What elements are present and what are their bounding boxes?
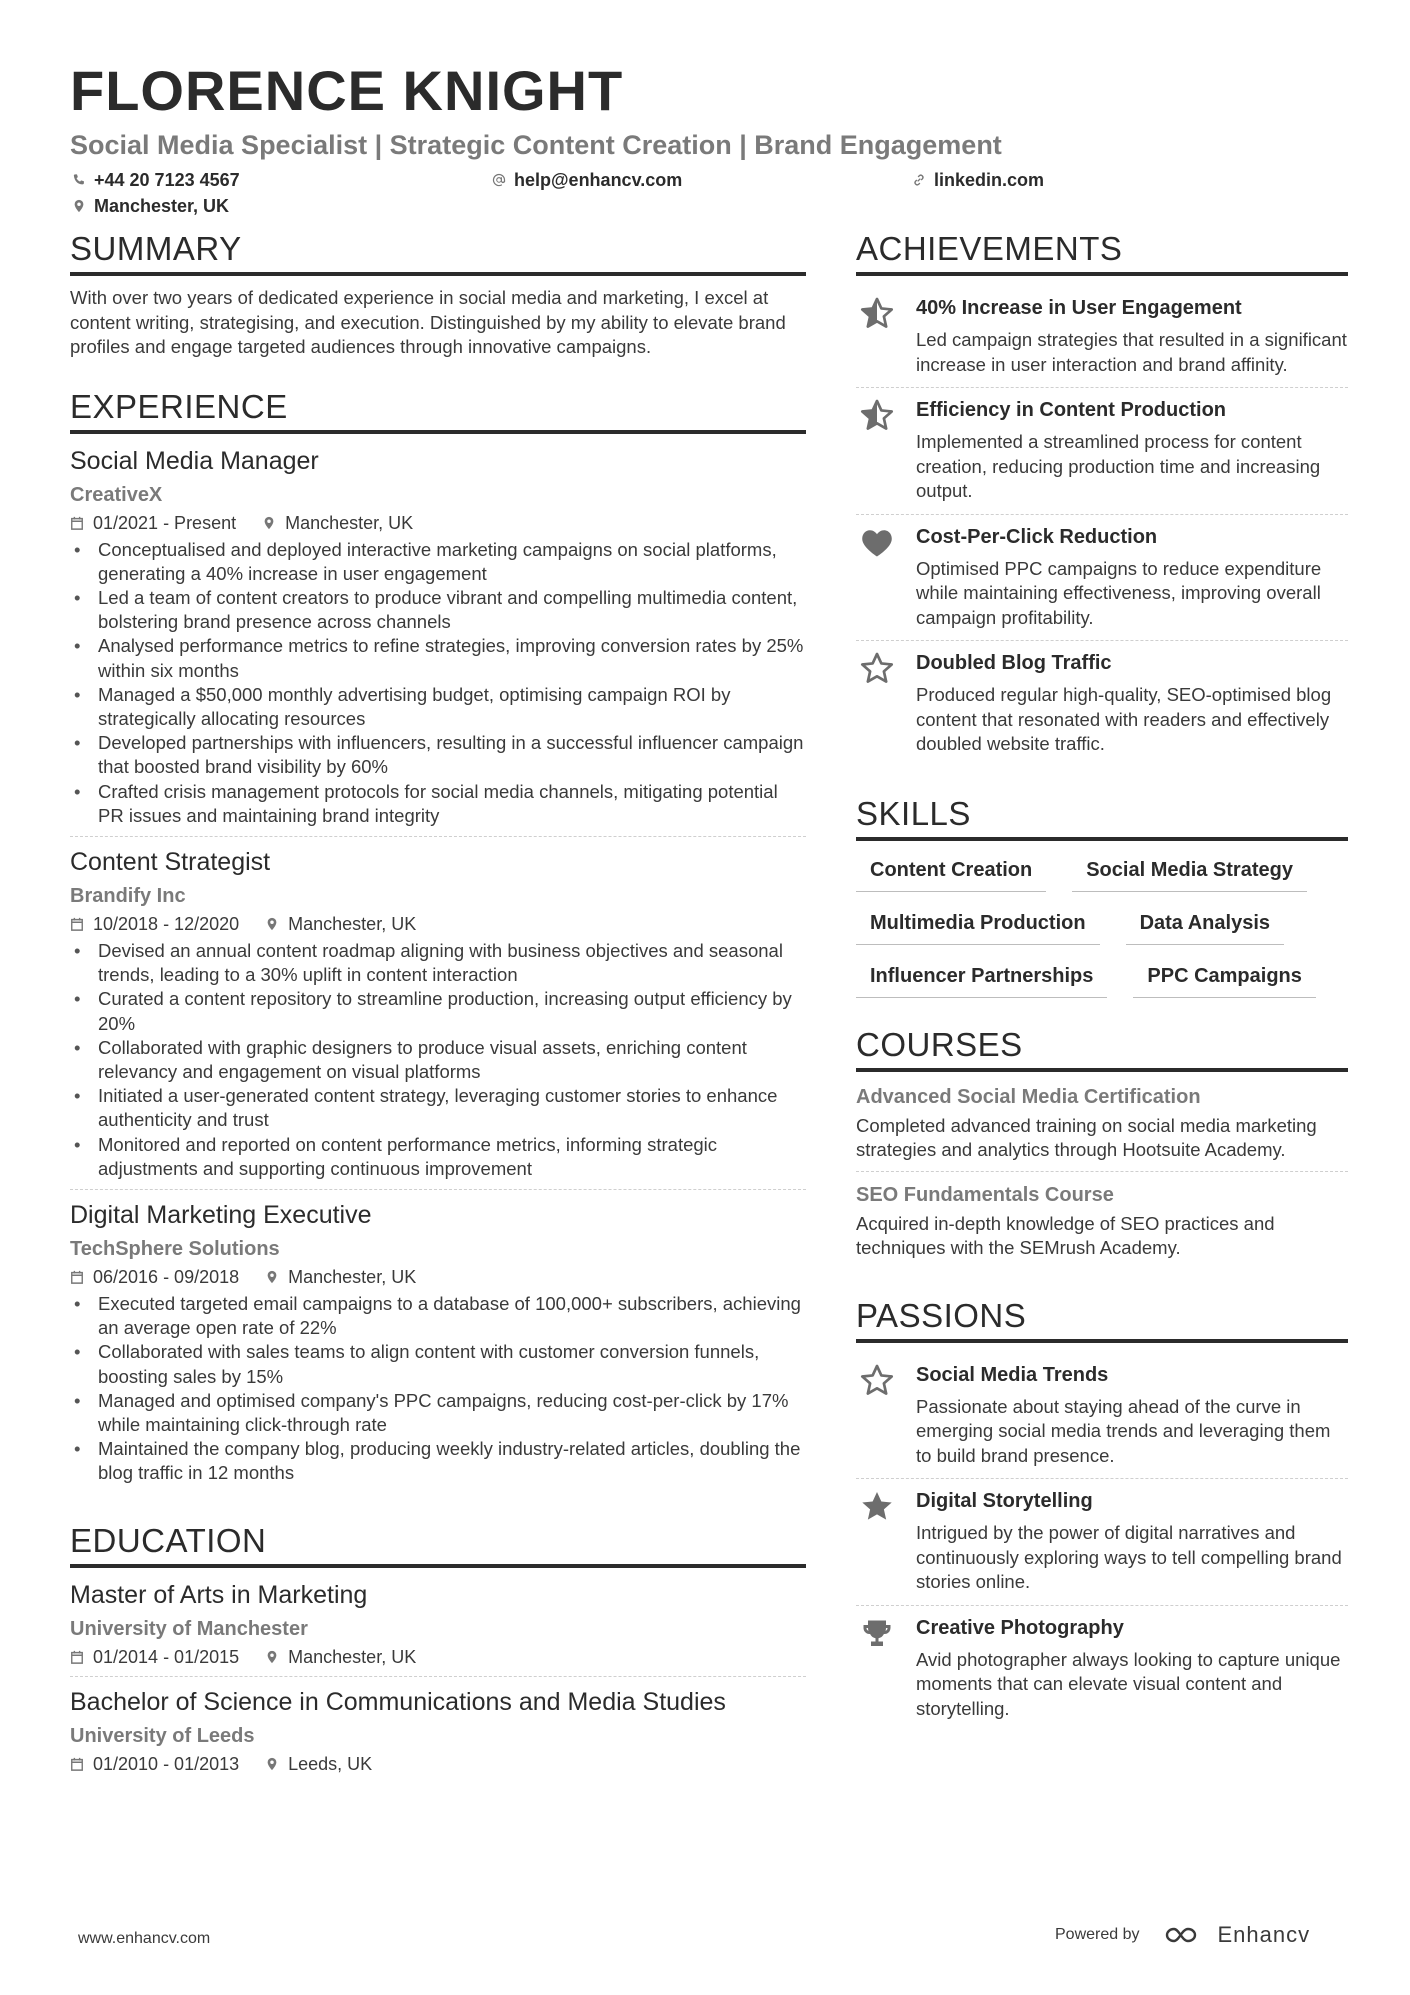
job-title: Social Media Manager [70, 446, 319, 475]
course-desc: Completed advanced training on social media marketing strategies and analytics through Hootsuite Academy. [856, 1114, 1317, 1160]
map-pin-icon [265, 917, 279, 931]
map-pin-icon [72, 199, 86, 213]
passion-desc: Avid photographer always looking to capture unique moments that can elevate visual content and storytelling. [916, 1648, 1341, 1719]
job-bullet: • Curated a content repository to streamline production, increasing output efficiency by 20% [70, 987, 806, 1035]
skill-tag: PPC Campaigns [1133, 957, 1315, 998]
job-company: TechSphere Solutions [70, 1237, 280, 1260]
achievement-item [856, 286, 1348, 388]
email-text: help@enhancv.com [514, 170, 683, 190]
footer-branding [1055, 1922, 1310, 1948]
job-dates: 01/2021 - Present [93, 512, 237, 533]
school-name: University of Manchester [70, 1617, 308, 1640]
job-entry [70, 845, 806, 1190]
passions-heading: PASSIONS [856, 1295, 1348, 1343]
course-title: SEO Fundamentals Course [856, 1183, 1114, 1206]
job-dates: 06/2016 - 09/2018 [93, 1266, 240, 1287]
achievement-title: Doubled Blog Traffic [916, 652, 1112, 674]
contact-location [72, 194, 229, 218]
map-pin-icon [265, 1270, 279, 1284]
job-bullet: • Monitored and reported on content performance metrics, informing strategic adjustments and supporting continuous improvement [70, 1133, 806, 1181]
achievement-item [856, 388, 1348, 515]
job-bullet: • Developed partnerships with influencers, resulting in a successful influencer campaign that boosted brand visibility by 60% [70, 731, 806, 779]
job-location: Manchester, UK [288, 913, 417, 934]
contact-email[interactable] [492, 168, 682, 192]
phone-icon [72, 173, 86, 187]
footer-website[interactable]: www.enhancv.com [78, 1930, 211, 1947]
education-meta [70, 1644, 806, 1670]
at-icon [492, 173, 506, 187]
job-meta [70, 1264, 806, 1290]
summary-heading: SUMMARY [70, 228, 806, 276]
left-column [70, 228, 806, 1809]
passion-title: Creative Photography [916, 1616, 1124, 1639]
course-item [856, 1082, 1348, 1172]
education-dates: 01/2010 - 01/2013 [93, 1753, 240, 1774]
degree-title: Master of Arts in Marketing [70, 1580, 368, 1609]
job-bullet: • Conceptualised and deployed interactive marketing campaigns on social platforms, generating a 40% increase in user engagement [70, 538, 806, 586]
job-bullet: • Crafted crisis management protocols for social media channels, mitigating potential PR issues and maintaining brand integrity [70, 780, 806, 828]
skills-heading: SKILLS [856, 793, 1348, 841]
education-section [70, 1520, 806, 1783]
degree-title: Bachelor of Science in Communications and Media Studies [70, 1687, 726, 1716]
summary-text: With over two years of dedicated experience in social media and marketing, I excel at content writing, strategising, and execution. Distinguished by my ability to elevate brand profiles and engage targeted audiences through innovative campaigns. [70, 287, 786, 357]
linkedin-text: linkedin.com [934, 170, 1045, 190]
education-dates: 01/2014 - 01/2015 [93, 1646, 240, 1667]
map-pin-icon [265, 1757, 279, 1771]
enhancv-logo[interactable] [1162, 1922, 1311, 1948]
job-company: CreativeX [70, 483, 163, 506]
map-pin-icon [265, 1650, 279, 1664]
brand-name: Enhancv [1217, 1922, 1311, 1947]
job-bullets [70, 538, 806, 828]
course-title: Advanced Social Media Certification [856, 1085, 1201, 1108]
skill-tag: Content Creation [856, 851, 1046, 892]
achievement-desc: Implemented a streamlined process for content creation, reducing production time and increasing output. [916, 431, 1321, 501]
calendar-icon [70, 1757, 84, 1771]
job-dates: 10/2018 - 12/2020 [93, 913, 240, 934]
star-filled-icon [859, 1489, 895, 1525]
achievements-section [856, 228, 1348, 767]
courses-section [856, 1024, 1348, 1269]
achievement-title: 40% Increase in User Engagement [916, 297, 1242, 319]
job-meta [70, 911, 806, 937]
job-bullet: • Maintained the company blog, producing weekly industry-related articles, doubling the blog traffic in 12 months [70, 1437, 806, 1485]
job-bullet: • Managed and optimised company's PPC campaigns, reducing cost-per-click by 17% while maintaining click-through rate [70, 1389, 806, 1437]
summary-section [70, 228, 806, 360]
contact-phone[interactable] [72, 168, 240, 192]
job-title: Content Strategist [70, 847, 271, 876]
experience-section [70, 386, 806, 1494]
link-icon [912, 173, 926, 187]
achievements-heading: ACHIEVEMENTS [856, 228, 1348, 276]
achievement-item [856, 515, 1348, 642]
skill-tag: Data Analysis [1126, 904, 1284, 945]
passions-section [856, 1295, 1348, 1732]
skill-tag: Social Media Strategy [1072, 851, 1307, 892]
job-bullets [70, 939, 806, 1181]
achievement-item [856, 641, 1348, 767]
passion-item [856, 1606, 1348, 1732]
achievement-desc: Produced regular high-quality, SEO-optimised blog content that resonated with readers and effectively doubled website traffic. [916, 684, 1332, 754]
skills-list [856, 851, 1348, 998]
map-pin-icon [262, 516, 276, 530]
job-entry [70, 1198, 806, 1494]
skills-section [856, 793, 1348, 998]
job-meta [70, 510, 806, 536]
passion-title: Social Media Trends [916, 1363, 1109, 1386]
skill-tag: Multimedia Production [856, 904, 1100, 945]
star-half-icon [859, 296, 895, 332]
job-bullet: • Devised an annual content roadmap aligning with business objectives and seasonal trends, leading to a 30% uplift in content interaction [70, 939, 806, 987]
infinity-logo-icon [1162, 1923, 1208, 1947]
passion-item [856, 1479, 1348, 1606]
education-entry [70, 1578, 806, 1677]
passion-title: Digital Storytelling [916, 1490, 1093, 1512]
achievement-desc: Led campaign strategies that resulted in a significant increase in user interaction and brand affinity. [916, 329, 1347, 375]
candidate-tagline: Social Media Specialist | Strategic Content Creation | Brand Engagement [70, 130, 1002, 160]
location-text: Manchester, UK [94, 196, 230, 216]
school-name: University of Leeds [70, 1724, 255, 1747]
calendar-icon [70, 1650, 84, 1664]
star-outline-icon [859, 651, 895, 687]
passion-desc: Intrigued by the power of digital narratives and continuously exploring ways to tell compelling brand stories online. [916, 1522, 1342, 1592]
contact-linkedin[interactable] [912, 168, 1044, 192]
achievement-title: Cost-Per-Click Reduction [916, 525, 1158, 548]
calendar-icon [70, 917, 84, 931]
phone-text: +44 20 7123 4567 [94, 170, 240, 190]
star-outline-icon [859, 1363, 895, 1399]
course-desc: Acquired in-depth knowledge of SEO practices and techniques with the SEMrush Academy. [856, 1212, 1275, 1258]
experience-heading: EXPERIENCE [70, 386, 806, 434]
passion-item [856, 1353, 1348, 1480]
calendar-icon [70, 516, 84, 530]
calendar-icon [70, 1270, 84, 1284]
course-item [856, 1180, 1348, 1269]
job-bullet: • Executed targeted email campaigns to a database of 100,000+ subscribers, achieving an average open rate of 22% [70, 1292, 806, 1340]
job-bullet: • Initiated a user-generated content strategy, leveraging customer stories to enhance authenticity and trust [70, 1084, 806, 1132]
heart-icon [859, 525, 895, 561]
job-bullet: • Collaborated with graphic designers to produce visual assets, enriching content relevancy and engagement on visual platforms [70, 1036, 806, 1084]
job-company: Brandify Inc [70, 884, 186, 907]
job-bullet: • Managed a $50,000 monthly advertising budget, optimising campaign ROI by strategically allocating resources [70, 683, 806, 731]
education-location: Manchester, UK [288, 1646, 417, 1667]
achievement-title: Efficiency in Content Production [916, 399, 1227, 421]
right-column [856, 228, 1348, 1757]
star-half-icon [859, 398, 895, 434]
job-bullet: • Led a team of content creators to produce vibrant and compelling multimedia content, bolstering brand presence across channels [70, 586, 806, 634]
job-bullet: • Analysed performance metrics to refine strategies, improving conversion rates by 25% within six months [70, 634, 806, 682]
education-meta [70, 1751, 806, 1777]
passion-desc: Passionate about staying ahead of the curve in emerging social media trends and leveraging them to build brand presence. [916, 1395, 1331, 1466]
courses-heading: COURSES [856, 1024, 1348, 1072]
contact-info [70, 168, 1350, 220]
powered-by-text: Powered by [1055, 1926, 1140, 1943]
job-location: Manchester, UK [285, 512, 414, 533]
skill-tag: Influencer Partnerships [856, 957, 1107, 998]
job-bullet: • Collaborated with sales teams to align content with customer conversion funnels, boosting sales by 15% [70, 1340, 806, 1388]
trophy-icon [859, 1616, 895, 1652]
education-entry [70, 1685, 806, 1783]
job-title: Digital Marketing Executive [70, 1200, 372, 1229]
job-bullets [70, 1292, 806, 1486]
candidate-name: FLORENCE KNIGHT [70, 59, 624, 122]
job-location: Manchester, UK [288, 1266, 417, 1287]
resume-header [70, 56, 1350, 220]
education-location: Leeds, UK [288, 1753, 373, 1774]
job-entry [70, 444, 806, 837]
education-heading: EDUCATION [70, 1520, 806, 1568]
achievement-desc: Optimised PPC campaigns to reduce expenditure while maintaining effectiveness, improving overall campaign profitability. [916, 557, 1322, 628]
